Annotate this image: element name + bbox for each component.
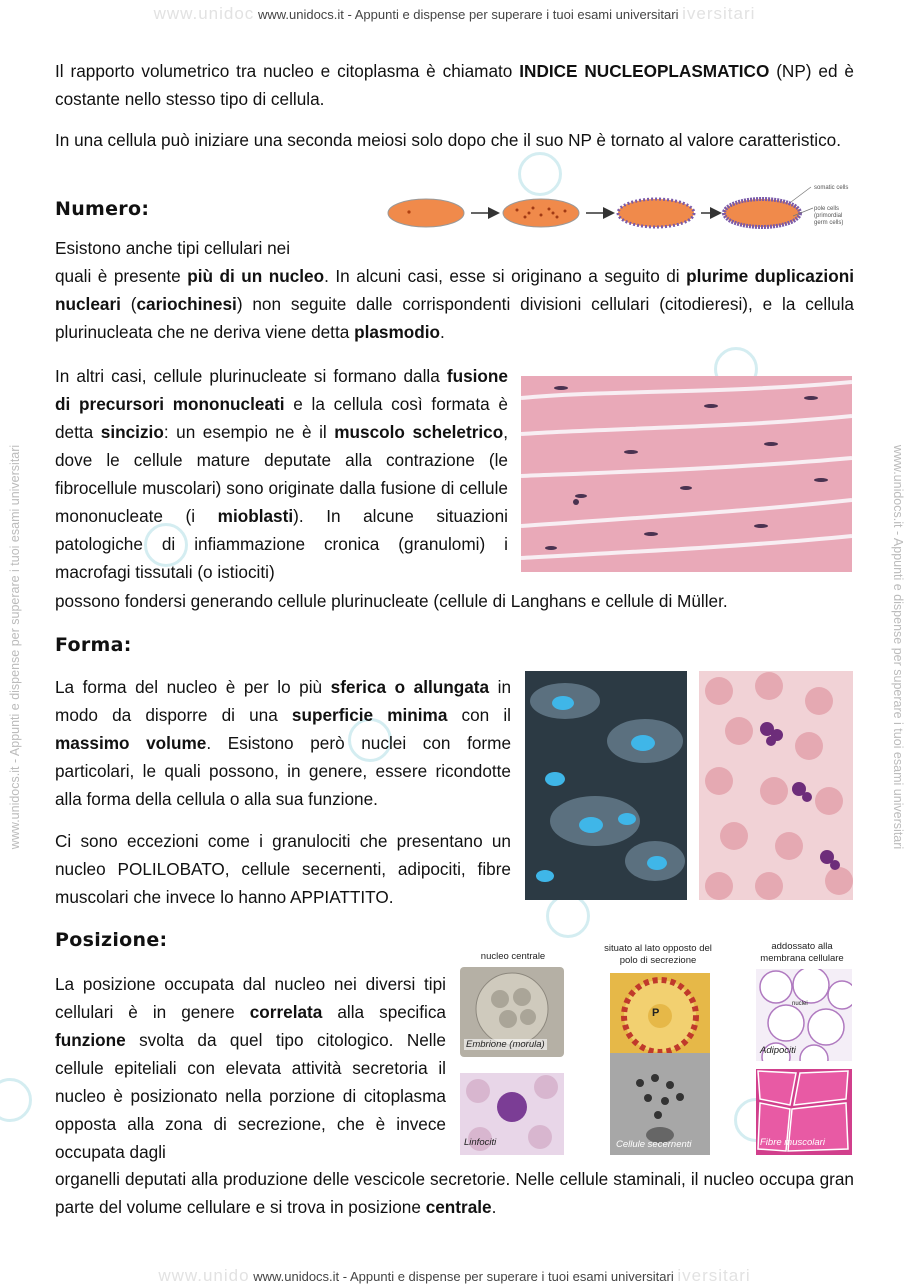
intro-paragraph-2: In una cellula può iniziare una seconda meiosi solo dopo che il suo NP è tornato al valore caratteristico. — [55, 130, 841, 150]
text: , dove le cellule mature deputate alla contrazione (le fibrocellule muscolari) sono originate dalla fusione di cellule mononucleate (i — [55, 422, 508, 526]
p-label: P — [652, 1007, 660, 1019]
diagram-label-pole: pole cells (primordial germ cells) — [814, 206, 844, 226]
fibroblast-image — [525, 671, 687, 900]
forma-paragraph-1 — [55, 673, 511, 813]
granulocyte-image — [699, 671, 853, 900]
text: ). In alcune situazioni patologiche di infiammazione cronica (granulomi) i macrofagi tissutali (o istiociti) — [55, 506, 508, 582]
watermark-logo-icon — [0, 1078, 32, 1122]
text: con il — [447, 705, 511, 725]
text: ( — [120, 294, 137, 314]
page-footer — [0, 1266, 909, 1286]
skeletal-muscle-image — [521, 376, 852, 572]
intro-paragraph-1 — [55, 57, 854, 113]
page-header — [0, 4, 909, 24]
term: centrale — [425, 1197, 492, 1217]
forma-paragraphs — [55, 673, 511, 911]
term: fusione di precursori mononucleati — [55, 366, 508, 414]
header-watermark-left: www.unidoc — [153, 4, 255, 23]
term: muscolo scheletrico — [334, 422, 504, 442]
section-title-posizione: Posizione: — [55, 929, 168, 951]
nucleus-position-figure — [458, 939, 855, 1157]
numero-line-1: Esistono anche tipi cellulari nei — [55, 238, 291, 258]
text: quali è presente — [55, 266, 188, 286]
text: . — [491, 1197, 497, 1217]
figure-col2-title: situato al lato opposto del polo di secrezione — [604, 943, 712, 966]
text: In altri casi, cellule plurinucleate si formano dalla — [55, 366, 447, 386]
numero-paragraph-2 — [55, 362, 508, 586]
caption-morula: Embrione (morula) — [466, 1039, 545, 1050]
watermark-logo-icon — [546, 894, 590, 938]
term-indice-nucleoplasmatico: INDICE NUCLEOPLASMATICO — [519, 61, 770, 81]
term: più di un nucleo — [187, 266, 325, 286]
term: massimo volume — [55, 733, 207, 753]
footer-watermark-left: www.unido — [158, 1266, 250, 1285]
figure-col3-title: addossato alla membrana cellulare — [760, 941, 844, 964]
footer-text: www.unidocs.it - Appunti e dispense per superare i tuoi esami universitari — [253, 1269, 674, 1284]
footer-watermark-right: iversitari — [677, 1266, 751, 1285]
adipocyte-image — [756, 969, 852, 1061]
term: superficie minima — [291, 705, 448, 725]
side-watermark-right: www.unidocs.it - Appunti e dispense per superare i tuoi esami universitari — [891, 444, 905, 850]
muscle-fiber-image — [756, 1069, 852, 1155]
text: Il rapporto volumetrico tra nucleo e citoplasma è chiamato — [55, 61, 520, 81]
numero-paragraph-2-body — [55, 362, 508, 586]
text: : un esempio ne è il — [163, 422, 335, 442]
text: La posizione occupata dal nucleo nei diversi tipi cellulari è in genere — [55, 974, 446, 1022]
text: in modo da disporre di una — [55, 677, 512, 725]
secretory-acinus-image — [610, 973, 710, 1059]
posizione-paragraph — [55, 970, 446, 1166]
diagram-label-somatic: somatic cells — [814, 185, 849, 191]
intro-section — [55, 57, 854, 154]
caption-cellule-secernenti: Cellule secernenti — [616, 1139, 692, 1150]
text: ) non seguite dalle corrispondenti divisioni cellulari (citodieresi), e la cellula plurinucleata che ne deriva viene detta — [55, 294, 854, 342]
side-watermark-left: www.unidocs.it - Appunti e dispense per superare i tuoi esami universitari — [8, 444, 22, 850]
secretory-cell-image — [610, 1053, 710, 1155]
caption-linfociti: Linfociti — [464, 1137, 497, 1148]
text: . In alcuni casi, esse si originano a seguito di — [324, 266, 687, 286]
caption-fibre-muscolari: Fibre muscolari — [760, 1137, 825, 1148]
header-text: www.unidocs.it - Appunti e dispense per superare i tuoi esami universitari — [257, 7, 679, 22]
caption-adipociti: Adipociti — [760, 1045, 796, 1056]
numero-paragraph-2-end: possono fondersi generando cellule plurinucleate (cellule di Langhans e cellule di Müller. — [55, 591, 728, 611]
term: cariochinesi — [136, 294, 237, 314]
figure-col1-title: nucleo centrale — [480, 951, 546, 962]
nuclei-label: nuclei — [792, 1001, 808, 1007]
term: mioblasti — [217, 506, 294, 526]
lymphocyte-image — [460, 1073, 564, 1155]
text: (NP) ed è costante nello stesso tipo di cellula. — [55, 61, 854, 109]
section-title-numero: Numero: — [55, 198, 150, 220]
term: funzione — [55, 1030, 126, 1050]
posizione-paragraph-end-body — [55, 1165, 854, 1221]
term: sferica o allungata — [330, 677, 490, 697]
text: e la cellula così formata è detta — [55, 394, 508, 442]
posizione-paragraph-end — [55, 1165, 854, 1221]
posizione-paragraph-body — [55, 970, 446, 1166]
text: . — [440, 322, 445, 342]
text: La forma del nucleo è per lo più — [55, 677, 331, 697]
numero-paragraph-1-body — [55, 262, 854, 346]
text: organelli deputati alla produzione delle vescicole secretorie. Nelle cellule staminali, il nucleo occupa gran parte del volume cellulare e si trova in posizione — [55, 1169, 854, 1217]
morula-image — [460, 967, 564, 1057]
term: sincizio — [100, 422, 164, 442]
text: svolta da quel tipo citologico. Nelle cellule epiteliali con elevata attività secretoria il nucleo è posizionato nella porzione di citoplasma opposta alla zona di secrezione, che è invece occupata dagli — [55, 1030, 446, 1162]
text: alla specifica — [322, 1002, 446, 1022]
term: plasmodio — [354, 322, 441, 342]
term: correlata — [249, 1002, 323, 1022]
text: . Esistono però nuclei con forme particolari, le quali possono, in genere, essere ricondotte alla forma della cellula o alla sua funzione. — [55, 733, 512, 809]
forma-paragraph-2: Ci sono eccezioni come i granulociti che presentano un nucleo POLILOBATO, cellule secernenti, adipociti, fibre muscolari che invece lo hanno APPIATTITO. — [55, 831, 511, 907]
numero-paragraph-1 — [55, 234, 854, 346]
section-title-forma: Forma: — [55, 634, 132, 656]
term: plurime duplicazioni nucleari — [55, 266, 854, 314]
header-watermark-right: iversitari — [682, 4, 756, 23]
